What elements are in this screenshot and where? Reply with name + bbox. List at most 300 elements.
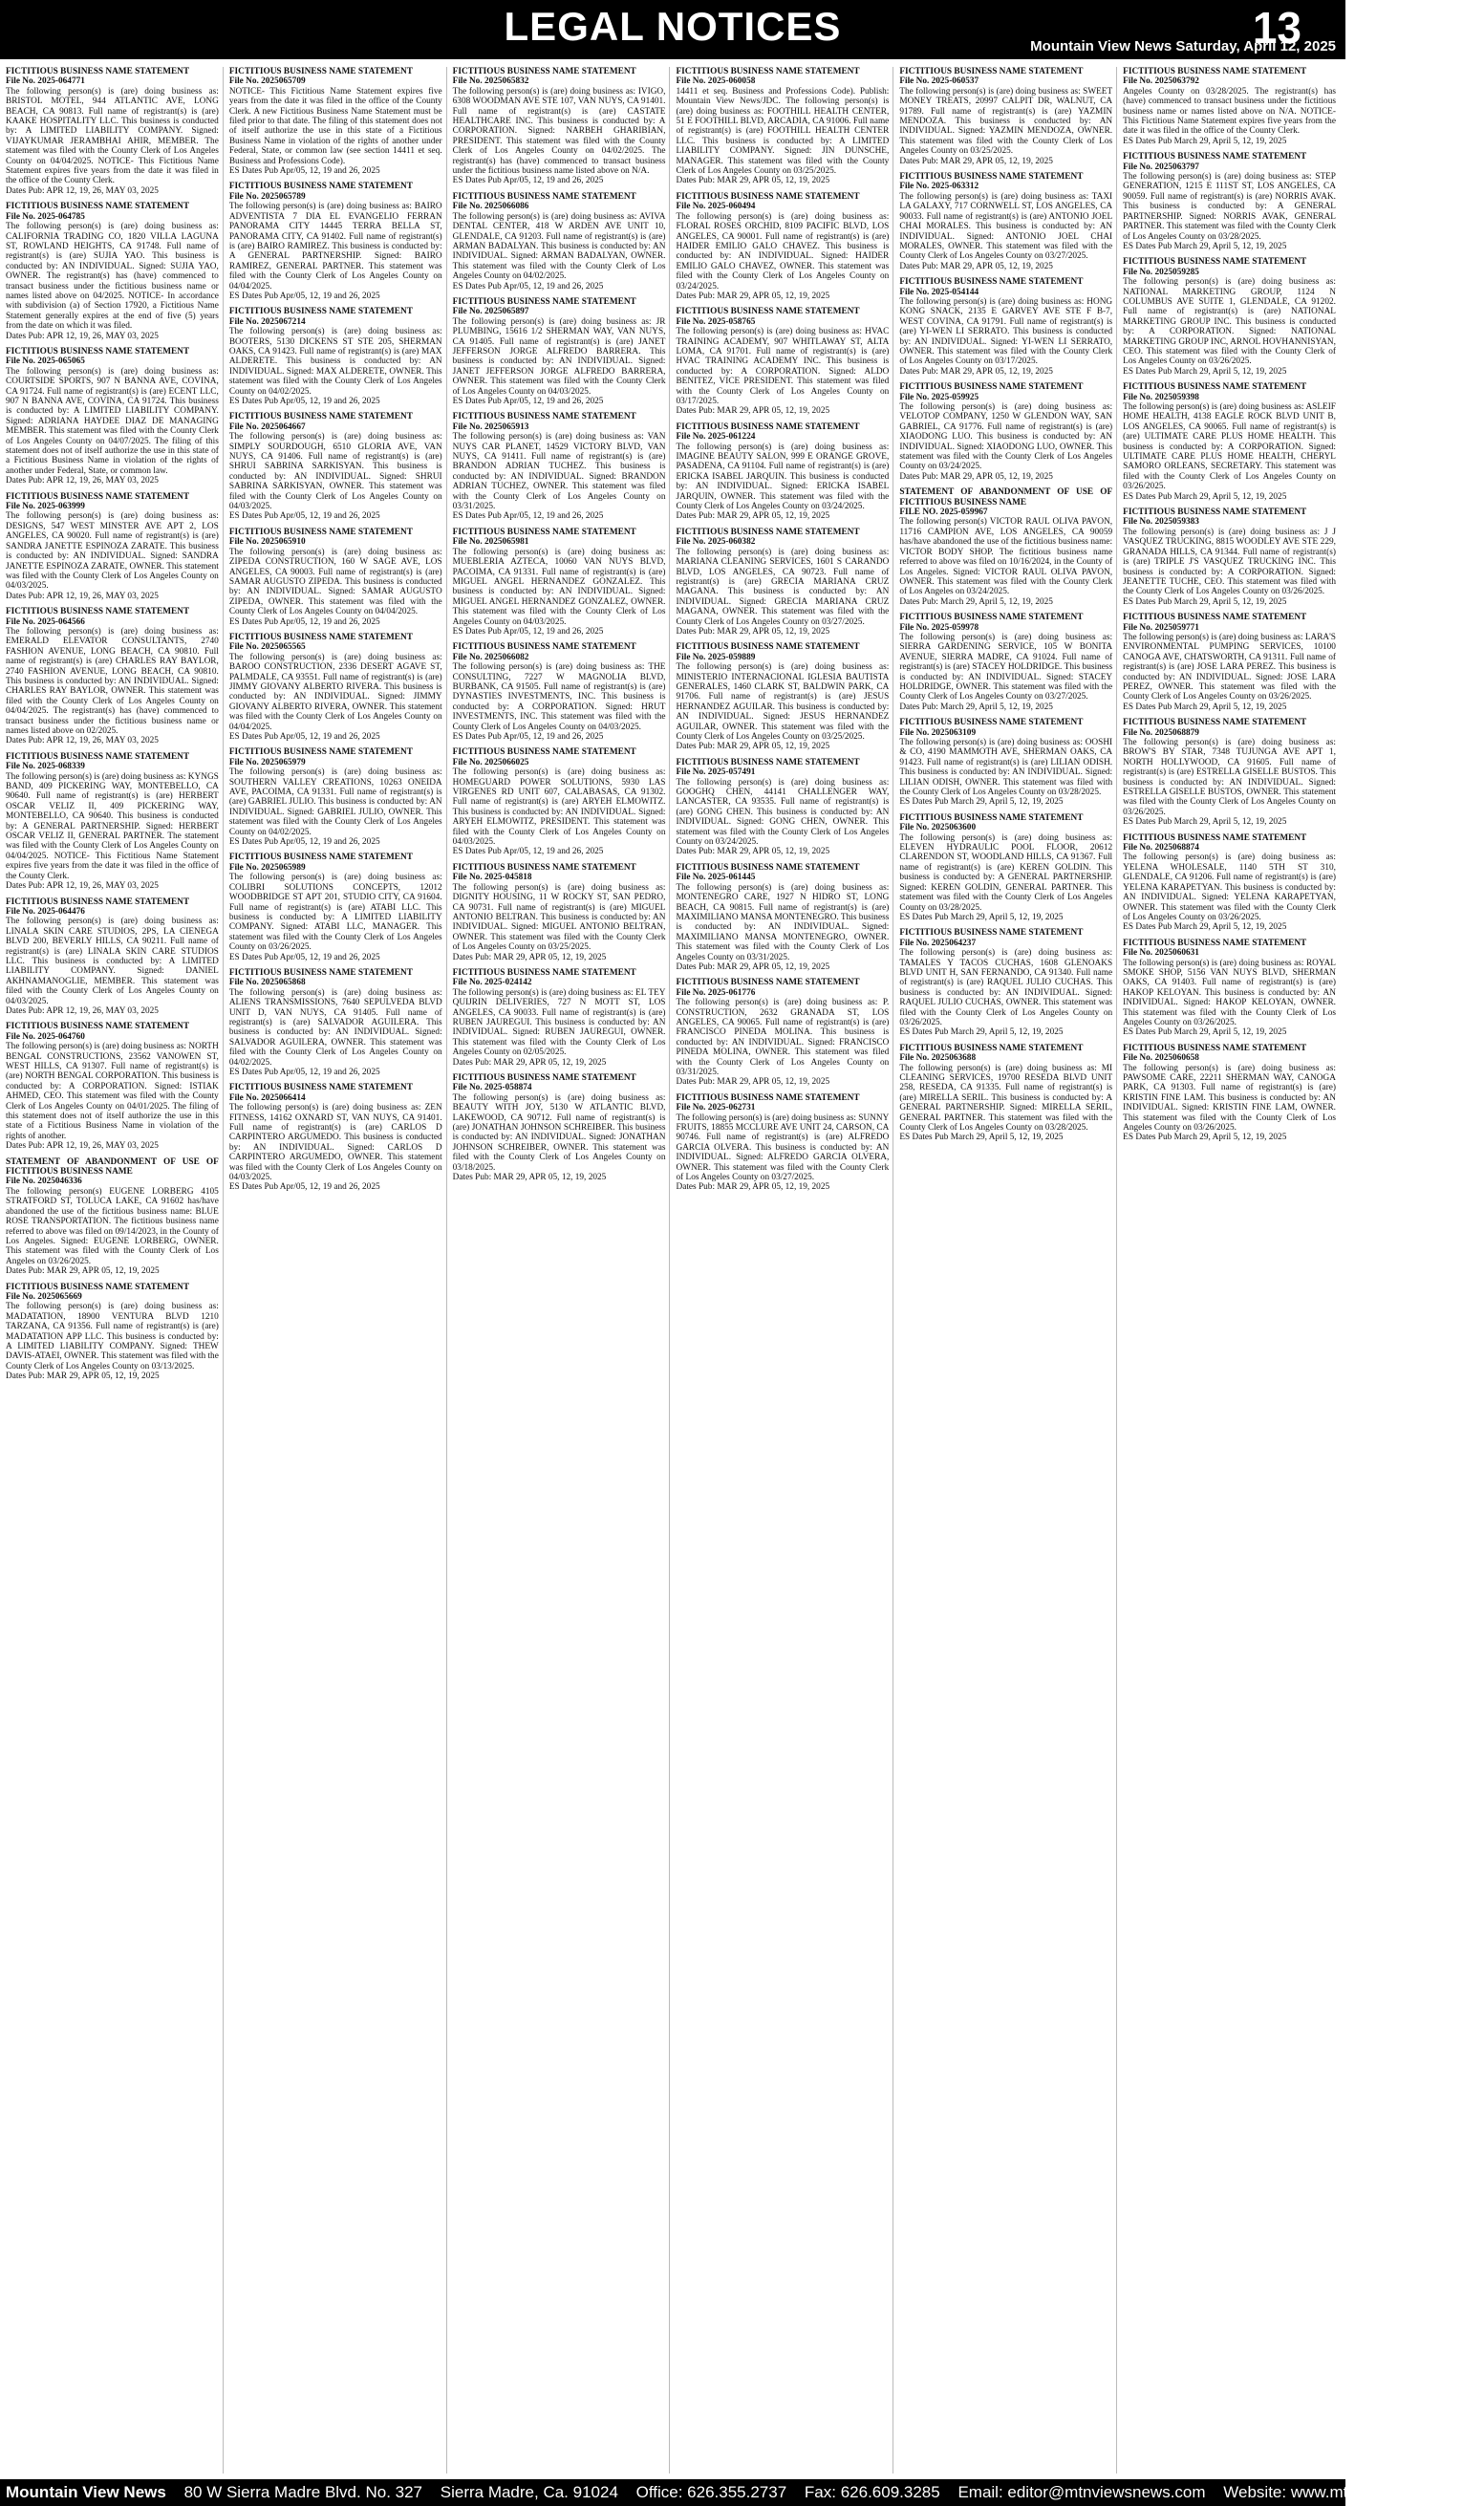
legal-notice — [6, 1022, 219, 1151]
notice-file-number: File No. 2025067214 — [228, 316, 306, 327]
notice-file-number: File No. 2025-045818 — [452, 873, 532, 883]
notice-body: The following person(s) is (are) doing business as: PAWSOME CARE, 22211 SHERMAN WAY, CANOGA PARK, CA 91303. Full name of registrant(s) is (are) KRISTIN FINE LAM. This business is conducted by: AN INDIVIDUAL. Signed: KRISTIN FINE LAM, OWNER. This statement was filed with the County Clerk of Los Angeles County on 03/26/2025. — [1123, 1063, 1336, 1134]
legal-notice — [6, 1157, 219, 1277]
legal-notice — [229, 747, 442, 847]
legal-notice — [899, 172, 1112, 271]
notice-pub-dates: ES Dates Pub March 29, April 5, 12, 19, 2025 — [1123, 366, 1287, 377]
notice-file-number: File No. 2025065981 — [452, 537, 529, 548]
notice-body: The following person(s) is (are) doing business as: OOSHI & CO, 4190 MAMMOTH AVE, SHERMAN OAKS, CA 91423. Full name of registrant(s) is (are) LILIAN ODISH. This business is conducted by: AN INDIVIDUAL. Signed: LILIAN ODISH, OWNER. This statement was filed with the County Clerk of Los Angeles County on 03/28/2025. — [899, 738, 1113, 798]
notice-pub-dates: ES Dates Pub Apr/05, 12, 19 and 26, 2025 — [228, 1068, 380, 1077]
notice-heading: FICTITIOUS BUSINESS NAME STATEMENT — [228, 747, 413, 758]
notice-body: The following person(s) is (are) doing business as: BOOTERS, 5130 DICKENS ST STE 205, SHERMAN OAKS, CA 91423. Full name of registrant(s) is (are) MAX ALDERETE. This business is conducted by: AN INDIVIDUAL. Signed: MAX ALDERETE, OWNER. This statement was filed with the County Clerk of Los Angeles County on 04/02/2025. — [228, 327, 442, 397]
notice-file-number: File No. 2025063109 — [899, 727, 977, 738]
notice-pub-dates: Dates Pub: APR 12, 19, 26, MAY 03, 2025 — [6, 591, 159, 601]
notice-file-number: File No. 2025-061224 — [676, 432, 756, 443]
notice-column — [676, 67, 893, 2474]
notice-pub-dates: ES Dates Pub Apr/05, 12, 19 and 26, 2025 — [228, 291, 380, 301]
legal-notice — [453, 1073, 666, 1182]
notice-file-number: File No. 2025059398 — [1123, 392, 1199, 402]
notice-file-number: File No. 2025065868 — [228, 978, 306, 988]
notice-body: The following person(s) is (are) doing business as: SWEET MONEY TREATS, 20997 CALPIT DR, WALNUT, CA 91789. Full name of registrant(s) is (are) YAZMIN MENDOZA. This business is conducted by: AN INDIVIDUAL. Signed: YAZMIN MENDOZA, OWNER. This statement was filed with the County Clerk of Los Angeles County on 03/25/2025. — [899, 86, 1113, 157]
notice-pub-dates: ES Dates Pub March 29, April 5, 12, 19, 2025 — [899, 797, 1064, 808]
notice-body: The following person(s) is (are) doing business as: COLIBRI SOLUTIONS CONCEPTS, 12012 WOODBRIDGE ST APT 201, STUDIO CITY, CA 91604. Full name of registrant(s) is (are) ATABI LLC. This business is conducted by: A LIMITED LIABILITY COMPANY. Signed: ATABI LLC, MANAGER. This statement was filed with the County Clerk of Los Angeles County on 03/26/2025. — [228, 873, 442, 953]
notice-body: The following person(s) is (are) doing business as: EL TEY QUIJRIN DELIVERIES, 727 N MOTT ST, LOS ANGELES, CA 90033. Full name of registrant(s) is (are) RUBEN JAUREGUI. This business is conducted by: AN INDIVIDUAL. Signed: RUBEN JAUREGUI, OWNER. This statement was filed with the County Clerk of Los Angeles County on 02/05/2025. — [452, 987, 666, 1058]
footer-office: Office: 626.355.2737 — [635, 2483, 787, 2501]
notice-heading: FICTITIOUS BUSINESS NAME STATEMENT — [899, 928, 1084, 939]
notice-file-number: File No. 2025063792 — [1123, 76, 1199, 87]
notice-body: The following person(s) is (are) doing business as: THE CONSULTING, 7227 W MAGNOLIA BLVD, BURBANK, CA 91505. Full name of registrant(s) is (are) DYNASTIES INVESTMENTS, INC. This business is conducted by: A CORPORATION. Signed: HRUT INVESTMENTS, INC. This statement was filed with the County Clerk of Los Angeles County on 04/03/2025. — [452, 662, 666, 732]
legal-notice — [899, 67, 1112, 166]
notice-heading: FICTITIOUS BUSINESS NAME STATEMENT — [228, 527, 413, 537]
footer-bar — [0, 2479, 1471, 2506]
notice-file-number: File No. 2025065910 — [228, 537, 306, 548]
notice-pub-dates: Dates Pub: APR 12, 19, 26, MAY 03, 2025 — [6, 185, 159, 196]
notice-pub-dates: Dates Pub: MAR 29, APR 05, 12, 19, 2025 — [452, 952, 607, 962]
notice-heading: FICTITIOUS BUSINESS NAME STATEMENT — [228, 307, 413, 317]
notice-file-number: File No. 2025065709 — [228, 76, 306, 87]
notice-column — [229, 67, 447, 2474]
notice-heading: FICTITIOUS BUSINESS NAME STATEMENT — [1123, 1043, 1307, 1053]
notice-pub-dates: ES Dates Pub March 29, April 5, 12, 19, 2025 — [899, 1133, 1064, 1143]
notice-heading: FICTITIOUS BUSINESS NAME STATEMENT — [6, 202, 190, 212]
notice-pub-dates: ES Dates Pub March 29, April 5, 12, 19, 2025 — [1123, 241, 1287, 251]
notice-body: The following person(s) is (are) doing business as: VAN NUYS CAR PLANET, 14529 VICTORY BLVD, VAN NUYS, CA 91411. Full name of registrant(s) is (are) BRANDON ADRIAN TUCHEZ. This business is conducted by: AN INDIVIDUAL. Signed: BRANDON ADRIAN TUCHEZ, OWNER. This statement was filed with the County Clerk of Los Angeles County on 03/31/2025. — [452, 432, 666, 512]
legal-notice — [453, 412, 666, 521]
notice-body: The following person(s) is (are) doing business as: FLORAL ROSES ORCHID, 8109 PACIFIC BLVD, LOS ANGELES, CA 90001. Full name of registrant(s) is (are) HAIDER EMILIO GALO CHAVEZ. This business is conducted by: AN INDIVIDUAL. Signed: HAIDER EMILIO GALO CHAVEZ, OWNER. This statement was filed with the County Clerk of Los Angeles County on 03/24/2025. — [676, 211, 890, 292]
notice-pub-dates: ES Dates Pub Apr/05, 12, 19 and 26, 2025 — [452, 281, 604, 292]
notice-heading: FICTITIOUS BUSINESS NAME STATEMENT — [6, 1282, 190, 1292]
notice-heading: FICTITIOUS BUSINESS NAME STATEMENT — [452, 296, 636, 307]
notice-body: The following person(s) is (are) doing business as: COURTSIDE SPORTS, 907 N BANNA AVE, COVINA, CA 91724. Full name of registrant(s) is (are) ECENT LLC, 907 N BANNA AVE, COVINA, CA 91724. This business is conducted by: A LIMITED LIABILITY COMPANY. Signed: ADRIANA HAYDEE DIAZ DE MANAGING MEMBER. This statement was filed with the County Clerk of Los Angeles County on 04/07/2025. The filing of this statement does not of itself authorize the use in this state of a Fictitious Business Name in violation of the rights of another under Federal, State, or common law. — [6, 366, 219, 476]
notice-heading: FICTITIOUS BUSINESS NAME STATEMENT — [6, 607, 190, 617]
notice-file-number: File No. 2025-060494 — [676, 202, 756, 212]
notice-file-number: File No. 2025-065065 — [6, 356, 85, 367]
legal-notice — [676, 307, 889, 416]
notice-heading: FICTITIOUS BUSINESS NAME STATEMENT — [452, 967, 636, 978]
notice-body: The following person(s) is (are) doing business as: JR PLUMBING, 15616 1/2 SHERMAN WAY, VAN NUYS, CA 91405. Full name of registrant(s) is (are) JANET JEFFERSON JORGE ALFREDO BARRERA. This business is conducted by: AN INDIVIDUAL. Signed: JANET JEFFERSON JORGE ALFREDO BARRERA, OWNER. This statement was filed with the County Clerk of Los Angeles County on 04/03/2025. — [452, 316, 666, 397]
legal-notice — [6, 492, 219, 601]
legal-notice — [1123, 382, 1336, 502]
notice-file-number: File No. 2025066082 — [452, 652, 529, 662]
notice-pub-dates: ES Dates Pub Apr/05, 12, 19 and 26, 2025 — [228, 166, 380, 177]
notice-file-number: File No. 2025060658 — [1123, 1053, 1199, 1064]
legal-notice — [6, 607, 219, 746]
legal-notice — [899, 487, 1112, 607]
legal-notice — [676, 67, 889, 186]
notice-body: The following person(s) is (are) doing business as: LARA'S ENVIRONMENTAL PUMPING SERVICES, 10100 CANOGA AVE, CHATSWORTH, CA 91311. Full name of registrant(s) is (are) JOSE LARA PEREZ. This business is conducted by: AN INDIVIDUAL. Signed: JOSE LARA PEREZ, OWNER. This statement was filed with the County Clerk of Los Angeles County on 03/26/2025. — [1123, 632, 1336, 702]
notice-file-number: File No. 2025-058874 — [452, 1083, 532, 1093]
notice-body: The following person(s) is (are) doing business as: ALIENS TRANSMISSIONS, 7640 SEPULVEDA BLVD UNIT D, VAN NUYS, CA 91405. Full name of registrant(s) is (are) SALVADOR AGUILERA. This business is conducted by: AN INDIVIDUAL. Signed: SALVADOR AGUILERA, OWNER. This statement was filed with the County Clerk of Los Angeles County on 04/02/2025. — [228, 987, 442, 1068]
notice-heading: FICTITIOUS BUSINESS NAME STATEMENT — [676, 191, 860, 202]
notice-body: The following person(s) is (are) doing business as: MINISTERIO INTERNACIONAL IGLESIA BAUTISTA GENERALES, 1460 CLARK ST, BALDWIN PARK, CA 91706. Full name of registrant(s) is (are) JESUS HERNANDEZ AGUILAR. This business is conducted by: AN INDIVIDUAL. Signed: JESUS HERNANDEZ AGUILAR, OWNER. This statement was filed with the County Clerk of Los Angeles County on 03/25/2025. — [676, 662, 890, 742]
notice-file-number: File No. 2025066025 — [452, 757, 529, 767]
notice-heading: FICTITIOUS BUSINESS NAME STATEMENT — [1123, 67, 1307, 76]
notice-body: The following person(s) is (are) doing business as: BRISTOL MOTEL, 944 ATLANTIC AVE, LONG BEACH, CA 90813. Full name of registrant(s) is (are) KAAKE HOSPITALITY LLC. This business is conducted by: A LIMITED LIABILITY COMPANY. Signed: VIJAYKUMAR JERAMBHAI AHIR, MEMBER. The statement was filed with the County Clerk of Los Angeles County on 04/04/2025. NOTICE- This Fictitious Name Statement expires five years from the date it was filed in the office of the County Clerk. — [6, 86, 219, 186]
notice-heading: FICTITIOUS BUSINESS NAME STATEMENT — [228, 67, 413, 76]
legal-notice — [229, 67, 442, 176]
notice-body: The following person(s) is (are) doing business as: ZEN FITNESS, 14162 OXNARD ST, VAN NUYS, CA 91401. Full name of registrant(s) is (are) CARLOS D CARPINTERO ARGUMEDO. This business is conducted by: AN INDIVIDUAL. Signed: CARLOS D CARPINTERO ARGUMEDO, OWNER. This statement was filed with the County Clerk of Los Angeles County on 04/03/2025. — [228, 1103, 442, 1183]
notice-pub-dates: ES Dates Pub Apr/05, 12, 19 and 26, 2025 — [228, 1182, 380, 1193]
notice-body: The following person(s) is (are) doing business as: CALIFORNIA TRADING CO, 1820 VILLA LAGUNA ST, ROWLAND HEIGHTS, CA 91748. Full name of registrant(s) is (are) SUJIA YAO. This business is conducted by: AN INDIVIDUAL. Signed: SUJIA YAO, OWNER. The registrant(s) has (have) commenced to transact business under the fictitious business name or names listed above on 04/2025. NOTICE- In accordance with subdivision (a) of Section 17920, a Fictitious Name Statement generally expires at the end of five (5) years from the date on which it was filed. — [6, 222, 219, 332]
notice-file-number: File No. 2025-064771 — [6, 76, 85, 87]
notice-heading: FICTITIOUS BUSINESS NAME STATEMENT — [676, 862, 860, 873]
legal-notice — [229, 182, 442, 301]
notice-heading: FICTITIOUS BUSINESS NAME STATEMENT — [676, 527, 860, 537]
notice-pub-dates: ES Dates Pub March 29, April 5, 12, 19, 2025 — [1123, 596, 1287, 607]
notice-file-number: File No. 2025066086 — [452, 202, 529, 212]
notice-pub-dates: ES Dates Pub March 29, April 5, 12, 19, 2025 — [1123, 491, 1287, 502]
notice-body: NOTICE- This Fictitious Name Statement expires five years from the date it was filed in the office of the County Clerk. A new Fictitious Business Name Statement must be filed prior to that date. The filing of this statement does not of itself authorize the use in this state of a Fictitious Business Name in violation of the rights of another under Federal, State, or common law (see section 14411 et seq. Business and Professions Code). — [228, 86, 442, 166]
notice-heading: STATEMENT OF ABANDONMENT OF USE OF FICTITIOUS BUSINESS NAME — [899, 487, 1113, 508]
legal-notice — [453, 747, 666, 856]
notice-pub-dates: ES Dates Pub March 29, April 5, 12, 19, 2025 — [1123, 136, 1287, 146]
notice-file-number: File No. 2025-063312 — [899, 182, 979, 192]
footer-city: Sierra Madre, Ca. 91024 — [440, 2483, 618, 2501]
notice-body: The following person(s) is (are) doing business as: BAROO CONSTRUCTION, 2336 DESERT AGAVE ST, PALMDALE, CA 93551. Full name of registrant(s) is (are) JIMMY GIOVANY ALBERTO RIVERA. This business is conducted by: AN INDIVIDUAL. Signed: JIMMY GIOVANY ALBERTO RIVERA, OWNER. This statement was filed with the County Clerk of Los Angeles County on 04/04/2025. — [228, 652, 442, 732]
legal-notice — [899, 1044, 1112, 1143]
notice-body: The following person(s) is (are) doing business as: J J VASQUEZ TRUCKING, 8815 WOODLEY AVE STE 229, GRANADA HILLS, CA 91344. Full name of registrant(s) is (are) TRIPLE J'S VASQUEZ TRUCKING INC. This business is conducted by: A CORPORATION. Signed: JEANETTE TUCHE, CEO. This statement was filed with the County Clerk of Los Angeles County on 03/26/2025. — [1123, 527, 1336, 597]
notice-body: The following person(s) is (are) doing business as: MUEBLERIA AZTECA, 10060 VAN NUYS BLVD, PACOIMA, CA 91331. Full name of registrant(s) is (are) MIGUEL ANGEL HERNANDEZ GONZALEZ. This business is conducted by: AN INDIVIDUAL. Signed: MIGUEL ANGEL HERNANDEZ GONZALEZ, OWNER. This statement was filed with the County Clerk of Los Angeles County on 04/03/2025. — [452, 547, 666, 627]
footer-paper-name: Mountain View News — [6, 2483, 166, 2501]
page-number: 13 — [1252, 3, 1301, 53]
notice-file-number: File No. 2025065989 — [228, 862, 306, 873]
notice-body: The following person(s) is (are) doing business as: SIMPLY SOURDOUGH, 6510 GLORIA AVE, VAN NUYS, CA 91406. Full name of registrant(s) is (are) SHRUI SABRINA SARKISYAN. This business is conducted by: AN INDIVIDUAL. Signed: SHRUI SABRINA SARKISYAN, OWNER. This statement was filed with the County Clerk of Los Angeles County on 04/03/2025. — [228, 432, 442, 512]
notice-body: The following person(s) is (are) doing business as: HONG KONG SNACK, 2135 E GARVEY AVE STE F B-7, WEST COVINA, CA 91791. Full name of registrant(s) is (are) YI-WEN LI SERRATO. This business is conducted by: AN INDIVIDUAL. Signed: YI-WEN LI SERRATO, OWNER. This statement was filed with the County Clerk of Los Angeles County on 03/17/2025. — [899, 296, 1113, 367]
notice-heading: FICTITIOUS BUSINESS NAME STATEMENT — [452, 191, 636, 202]
notice-column — [6, 67, 224, 2474]
notice-pub-dates: ES Dates Pub Apr/05, 12, 19 and 26, 2025 — [452, 397, 604, 406]
notice-file-number: File No. 2025-057491 — [676, 767, 756, 778]
legal-notice — [229, 853, 442, 961]
notice-pub-dates: ES Dates Pub March 29, April 5, 12, 19, 2025 — [1123, 922, 1287, 933]
legal-notice — [229, 412, 442, 521]
notice-pub-dates: ES Dates Pub March 29, April 5, 12, 19, 2025 — [1123, 1133, 1287, 1143]
legal-notice — [899, 718, 1112, 808]
notice-body: The following person(s) is (are) doing business as: BEAUTY WITH JOY, 5130 W ATLANTIC BLVD, LAKEWOOD, CA 90712. Full name of registrant(s) is (are) JONATHAN JOHNSON SCHREIBER. This business is conducted by: AN INDIVIDUAL. Signed: JONATHAN JOHNSON SCHREIBER, OWNER. This statement was filed with the County Clerk of Los Angeles County on 03/18/2025. — [452, 1092, 666, 1173]
notice-heading: STATEMENT OF ABANDONMENT OF USE OF FICTITIOUS BUSINESS NAME — [6, 1156, 219, 1177]
notice-heading: FICTITIOUS BUSINESS NAME STATEMENT — [228, 412, 413, 422]
notice-body: The following person(s) is (are) doing business as: TAXI LA GALAXY, 717 CORNWELL ST, LOS ANGELES, CA 90033. Full name of registrant(s) is (are) ANTONIO JOEL CHAI MORALES. This business is conducted by: AN INDIVIDUAL. Signed: ANTONIO JOEL CHAI MORALES, OWNER. This statement was filed with the County Clerk of Los Angeles County on 03/27/2025. — [899, 191, 1113, 262]
legal-notice — [1123, 152, 1336, 251]
notice-body: The following person(s) is (are) doing business as: ROYAL SMOKE SHOP, 5156 VAN NUYS BLVD, SHERMAN OAKS, CA 91403. Full name of registrant(s) is (are) HAKOP KELOYAN. This business is conducted by: AN INDIVIDUAL. Signed: HAKOP KELOYAN, OWNER. This statement was filed with the County Clerk of Los Angeles County on 03/26/2025. — [1123, 958, 1336, 1027]
notice-body: The following person(s) is (are) doing business as: NORTH BENGAL CONSTRUCTIONS, 23562 VANOWEN ST, WEST HILLS, CA 91307. Full name of registrant(s) is (are) NORTH BENGAL CORPORATION. This business is conducted by: A CORPORATION. Signed: ISTIAK AHMED, CEO. This statement was filed with the County Clerk of Los Angeles County on 04/01/2025. The filing of this statement does not of itself authorize the use in this state of a Fictitious Business Name in violation of the rights of another. — [6, 1042, 219, 1141]
notice-body: The following person(s) is (are) doing business as: MONTENEGRO CARE, 1927 N HIDRO ST, LONG BEACH, CA 90815. Full name of registrant(s) is (are) MAXIMILIANO MANSA MONTENEGRO. This business is conducted by: AN INDIVIDUAL. Signed: MAXIMILIANO MANSA MONTENEGRO, OWNER. This statement was filed with the County Clerk of Los Angeles County on 03/31/2025. — [676, 882, 890, 962]
notice-heading: FICTITIOUS BUSINESS NAME STATEMENT — [899, 382, 1084, 393]
notice-pub-dates: Dates Pub: APR 12, 19, 26, MAY 03, 2025 — [6, 1141, 159, 1152]
notice-pub-dates: ES Dates Pub Apr/05, 12, 19 and 26, 2025 — [228, 616, 380, 627]
notice-file-number: File No. 2025065897 — [452, 307, 529, 317]
notice-body: The following person(s) VICTOR RAUL OLIVA PAVON, 11716 CAMPION AVE, LOS ANGELES, CA 90059 has/have abandoned the use of the fictitious business name: VICTOR BODY SHOP. The fictitious business name referred to above was filed on 10/16/2024, in the County of Los Angeles. Signed: VICTOR RAUL OLIVA PAVON, OWNER. This statement was filed with the County Clerk of Los Angeles on 03/24/2025. — [899, 517, 1113, 597]
notice-pub-dates: Dates Pub: MAR 29, APR 05, 12, 19, 2025 — [676, 742, 830, 752]
notice-heading: FICTITIOUS BUSINESS NAME STATEMENT — [6, 346, 190, 356]
legal-notice — [453, 642, 666, 742]
notice-pub-dates: Dates Pub: MAR 29, APR 05, 12, 19, 2025 — [676, 406, 830, 417]
notice-file-number: File No. 2025046336 — [6, 1177, 82, 1187]
notice-file-number: File No. 2025066414 — [228, 1092, 306, 1103]
legal-notice — [1123, 508, 1336, 607]
notice-body: The following person(s) is (are) doing business as: SUNNY FRUITS, 18855 MCCLURE AVE UNIT 24, CARSON, CA 90746. Full name of registrant(s) is (are) ALFREDO GARCIA OLVERA. This business is conducted by: AN INDIVIDUAL. Signed: ALFREDO GARCIA OLVERA, OWNER. This statement was filed with the County Clerk of Los Angeles County on 03/27/2025. — [676, 1113, 890, 1183]
notice-heading: FICTITIOUS BUSINESS NAME STATEMENT — [1123, 257, 1307, 268]
notice-pub-dates: Dates Pub: MAR 29, APR 05, 12, 19, 2025 — [676, 511, 830, 522]
notice-file-number: File No. 2025-059978 — [899, 622, 979, 633]
notice-heading: FICTITIOUS BUSINESS NAME STATEMENT — [452, 412, 636, 422]
notice-body: The following person(s) is (are) doing business as: VELOTOP COMPANY, 1250 W GLENDON WAY, SAN GABRIEL, CA 91776. Full name of registrant(s) is (are) XIAODONG LUO. This business is conducted by: AN INDIVIDUAL. Signed: XIAODONG LUO, OWNER. This statement was filed with the County Clerk of Los Angeles County on 03/24/2025. — [899, 402, 1113, 472]
notice-heading: FICTITIOUS BUSINESS NAME STATEMENT — [899, 718, 1084, 728]
notice-body: The following person(s) is (are) doing business as: BAIRO ADVENTISTA 7 DIA EL EVANGELIO FERRAN PANORAMA CITY 14445 TERRA BELLA ST, PANORAMA CITY, CA 91402. Full name of registrant(s) is (are) BAIRO RAMIREZ. This business is conducted by: A GENERAL PARTNERSHIP. Signed: BAIRO RAMIREZ, GENERAL PARTNER. This statement was filed with the County Clerk of Los Angeles County on 04/04/2025. — [228, 202, 442, 292]
masthead — [0, 0, 1345, 59]
notice-pub-dates: ES Dates Pub Apr/05, 12, 19 and 26, 2025 — [228, 837, 380, 848]
notice-pub-dates: Dates Pub: MAR 29, APR 05, 12, 19, 2025 — [899, 261, 1053, 271]
notice-heading: FICTITIOUS BUSINESS NAME STATEMENT — [228, 967, 413, 978]
notice-pub-dates: ES Dates Pub Apr/05, 12, 19 and 26, 2025 — [452, 511, 604, 522]
notice-heading: FICTITIOUS BUSINESS NAME STATEMENT — [676, 421, 860, 432]
notice-pub-dates: Dates Pub: APR 12, 19, 26, MAY 03, 2025 — [6, 1005, 159, 1016]
notice-file-number: File No. 2025068879 — [1123, 727, 1199, 738]
notice-heading: FICTITIOUS BUSINESS NAME STATEMENT — [1123, 152, 1307, 162]
legal-notice — [453, 863, 666, 962]
notice-body: The following person(s) is (are) doing business as: ASLEIF HOME HEALTH, 4138 EAGLE ROCK BLVD UNIT B, LOS ANGELES, CA 90065. Full name of registrant(s) is (are) ULTIMATE CARE PLUS HOME HEALTH. This business is conducted by: A CORPORATION. Signed: ULTIMATE CARE PLUS HOME HEALTH, CHERYL SAMORO ORLEANS, SECRETARY. This statement was filed with the County Clerk of Los Angeles County on 03/26/2025. — [1123, 402, 1336, 492]
notice-body: The following person(s) EUGENE LORBERG 4105 STRATFORD ST, TOLUCA LAKE, CA 91602 has/have abandoned the use of the fictitious business name: BLUE ROSE TRANSPORTATION. The fictitious business name referred to above was filed on 09/14/2023, in the County of Los Angeles. Signed: EUGENE LORBERG, OWNER. This statement was filed with the County Clerk of Los Angeles on 03/26/2025. — [6, 1186, 219, 1266]
legal-notice — [899, 382, 1112, 482]
legal-notice — [676, 642, 889, 751]
notice-file-number: File No. 2025065789 — [228, 191, 306, 202]
legal-notice — [676, 863, 889, 972]
notice-heading: FICTITIOUS BUSINESS NAME STATEMENT — [676, 67, 860, 76]
notice-pub-dates: Dates Pub: MAR 29, APR 05, 12, 19, 2025 — [6, 1372, 160, 1382]
notice-heading: FICTITIOUS BUSINESS NAME STATEMENT — [676, 978, 860, 988]
notice-heading: FICTITIOUS BUSINESS NAME STATEMENT — [1123, 613, 1307, 623]
notice-heading: FICTITIOUS BUSINESS NAME STATEMENT — [228, 1083, 413, 1093]
notice-pub-dates: Dates Pub: MAR 29, APR 05, 12, 19, 2025 — [676, 1077, 830, 1088]
notice-pub-dates: Dates Pub: MAR 29, APR 05, 12, 19, 2025 — [899, 156, 1053, 166]
legal-notice — [676, 1093, 889, 1193]
notice-body: The following person(s) is (are) doing business as: ZIPEDA CONSTRUCTION, 160 W SAGE AVE, LOS ANGELES, CA 90003. Full name of registrant(s) is (are) SAMAR AUGUSTO ZIPEDA. This business is conducted by: AN INDIVIDUAL. Signed: SAMAR AUGUSTO ZIPEDA, OWNER. This statement was filed with the County Clerk of Los Angeles County on 04/04/2025. — [228, 547, 442, 617]
footer-fax: Fax: 626.609.3285 — [804, 2483, 940, 2501]
notice-file-number: File No. 2025-061776 — [676, 987, 756, 998]
notice-file-number: File No. 2025-058765 — [676, 316, 756, 327]
notice-file-number: File No. 2025-062731 — [676, 1103, 756, 1113]
legal-notice — [676, 758, 889, 857]
notice-body: The following person(s) is (are) doing business as: MARIANA CLEANING SERVICES, 1601 S CARANDO BLVD, LOS ANGELES, CA 90723. Full name of registrant(s) is (are) GRECIA MARIANA CRUZ MAGANA. This business is conducted by: AN INDIVIDUAL. Signed: GRECIA MARIANA CRUZ MAGANA, OWNER. This statement was filed with the County Clerk of Los Angeles County on 03/27/2025. — [676, 547, 890, 627]
notice-pub-dates: ES Dates Pub Apr/05, 12, 19 and 26, 2025 — [228, 732, 380, 742]
notice-body: The following person(s) is (are) doing business as: YELENA WHOLESALE, 1140 5TH ST 310, GLENDALE, CA 91206. Full name of registrant(s) is (are) YELENA KARAPETYAN. This business is conducted by: AN INDIVIDUAL. Signed: YELENA KARAPETYAN, OWNER. This statement was filed with the County Clerk of Los Angeles County on 03/26/2025. — [1123, 853, 1336, 922]
notice-body: The following person(s) is (are) doing business as: HOMEGUARD POWER SOLUTIONS, 5930 LAS VIRGENES RD UNIT 607, CALABASAS, CA 91302. Full name of registrant(s) is (are) ARYEH ELMOWITZ. This business is conducted by: AN INDIVIDUAL. Signed: ARYEH ELMOWITZ, PRESIDENT. This statement was filed with the County Clerk of Los Angeles County on 04/03/2025. — [452, 767, 666, 848]
notice-heading: FICTITIOUS BUSINESS NAME STATEMENT — [899, 812, 1084, 823]
notice-heading: FICTITIOUS BUSINESS NAME STATEMENT — [6, 751, 190, 762]
notice-body: The following person(s) is (are) doing business as: P. CONSTRUCTION, 2632 GRANADA ST, LOS ANGELES, CA 90065. Full name of registrant(s) is (are) FRANCISCO PINEDA MOLINA. This business is conducted by: AN INDIVIDUAL. Signed: FRANCISCO PINEDA MOLINA, OWNER. This statement was filed with the County Clerk of Los Angeles County on 03/31/2025. — [676, 998, 890, 1077]
legal-notice — [6, 1283, 219, 1382]
notice-pub-dates: ES Dates Pub March 29, April 5, 12, 19, 2025 — [1123, 702, 1287, 712]
legal-notice — [899, 613, 1112, 712]
notice-heading: FICTITIOUS BUSINESS NAME STATEMENT — [6, 897, 190, 907]
legal-notice — [453, 528, 666, 637]
notice-file-number: File No. 2025065913 — [452, 421, 529, 432]
legal-notice — [1123, 67, 1336, 146]
notice-body: The following person(s) is (are) doing business as: MADATATION, 18900 VENTURA BLVD 1210 TARZANA, CA 91356. Full name of registrant(s) is (are) MADATATION APP LLC. This business is conducted by: A LIMITED LIABILITY COMPANY. Signed: THEW DAVIS-ATAEI, OWNER. This statement was filed with the County Clerk of Los Angeles County on 03/13/2025. — [6, 1302, 219, 1372]
notice-file-number: File No. 2025063688 — [899, 1053, 977, 1064]
notice-pub-dates: Dates Pub: MAR 29, APR 05, 12, 19, 2025 — [452, 1173, 607, 1183]
notice-heading: FICTITIOUS BUSINESS NAME STATEMENT — [1123, 382, 1307, 393]
notice-body: The following person(s) is (are) doing business as: BROW'S BY STAR, 7348 TUJUNGA AVE APT 1, NORTH HOLLYWOOD, CA 91605. Full name of registrant(s) is (are) ESTRELLA GISELLE BUSTOS. This business is conducted by: AN INDIVIDUAL. Signed: ESTRELLA GISELLE BUSTOS, OWNER. This statement was filed with the County Clerk of Los Angeles County on 03/26/2025. — [1123, 738, 1336, 817]
notice-file-number: File No. 2025-059925 — [899, 392, 979, 402]
notice-heading: FICTITIOUS BUSINESS NAME STATEMENT — [676, 757, 860, 767]
notice-pub-dates: ES Dates Pub March 29, April 5, 12, 19, 2025 — [1123, 817, 1287, 828]
notice-body: The following person(s) is (are) doing business as: TAMALES Y TACOS CUCHAS, 1608 GLENOAKS BLVD UNIT H, SAN FERNANDO, CA 91340. Full name of registrant(s) is (are) RAQUEL JULIO CUCHAS. This business is conducted by: AN INDIVIDUAL. Signed: RAQUEL JULIO CUCHAS, OWNER. This statement was filed with the County Clerk of Los Angeles County on 03/26/2025. — [899, 948, 1113, 1027]
notice-heading: FICTITIOUS BUSINESS NAME STATEMENT — [899, 67, 1084, 76]
notice-file-number: File No. 2025059771 — [1123, 622, 1199, 633]
notice-file-number: File No. 2025-024142 — [452, 978, 532, 988]
notice-body: The following person(s) is (are) doing business as: SIERRA GARDENING SERVICE, 105 W BONITA AVENUE, SIERRA MADRE, CA 91024. Full name of registrant(s) is (are) STACEY HOLDRIDGE. This business is conducted by: AN INDIVIDUAL. Signed: STACEY HOLDRIDGE, OWNER. This statement was filed with the County Clerk of Los Angeles County on 03/27/2025. — [899, 632, 1113, 702]
legal-notice — [453, 192, 666, 292]
notice-pub-dates: ES Dates Pub Apr/05, 12, 19 and 26, 2025 — [452, 732, 604, 742]
notice-body: The following person(s) is (are) doing business as: IVIGO, 6308 WOODMAN AVE STE 107, VAN NUYS, CA 91401. Full name of registrant(s) is (are) CASTATE HEALTHCARE INC. This business is conducted by: A CORPORATION. Signed: NARBEH GHARIBIAN, PRESIDENT. This statement was filed with the County Clerk of Los Angeles County on 04/02/2025. The registrant(s) has (have) commenced to transact business under the fictitious business name listed above on N/A. — [452, 86, 666, 177]
notice-pub-dates: Dates Pub: MAR 29, APR 05, 12, 19, 2025 — [676, 1182, 830, 1193]
notice-body: The following person(s) is (are) doing business as: STEP GENERATION, 1215 E 111ST ST, LOS ANGELES, CA 90059. Full name of registrant(s) is (are) NORRIS AVAK. This business is conducted by: A GENERAL PARTNERSHIP. Signed: NORRIS AVAK, GENERAL PARTNER. This statement was filed with the County Clerk of Los Angeles County on 03/28/2025. — [1123, 172, 1336, 242]
notice-file-number: File No. 2025-064760 — [6, 1031, 85, 1042]
notice-pub-dates: Dates Pub: March 29, April 5, 12, 19, 2025 — [899, 702, 1053, 712]
notice-pub-dates: Dates Pub: MAR 29, APR 05, 12, 19, 2025 — [6, 1266, 160, 1277]
notice-body: The following person(s) is (are) doing business as: IMAGINE BEAUTY SALON, 999 E ORANGE GROVE, PASADENA, CA 91104. Full name of registrant(s) is (are) ERICKA ISABEL JARQUIN. This business is conducted by: AN INDIVIDUAL. Signed: ERICKA ISABEL JARQUIN, OWNER. This statement was filed with the County Clerk of Los Angeles County on 03/24/2025. — [676, 442, 890, 512]
notice-heading: FICTITIOUS BUSINESS NAME STATEMENT — [899, 172, 1084, 183]
notice-pub-dates: Dates Pub: MAR 29, APR 05, 12, 19, 2025 — [899, 366, 1053, 377]
notice-body: The following person(s) is (are) doing business as: ELEVEN HYDRAULIC POOL FLOOR, 20612 CLARENDON ST, WOODLAND HILLS, CA 91367. Full name of registrant(s) is (are) KEREN GOLDIN. This business is conducted by: A GENERAL PARTNERSHIP. Signed: KEREN GOLDIN, GENERAL PARTNER. This statement was filed with the County Clerk of Los Angeles County on 03/28/2025. — [899, 832, 1113, 913]
legal-notice — [229, 528, 442, 627]
legal-notice — [1123, 613, 1336, 712]
notice-heading: FICTITIOUS BUSINESS NAME STATEMENT — [899, 613, 1084, 623]
legal-notice — [676, 528, 889, 637]
notice-file-number: File No. 2025-060537 — [899, 76, 979, 87]
notice-file-number: File No. 2025-054144 — [899, 287, 979, 297]
notice-heading: FICTITIOUS BUSINESS NAME STATEMENT — [676, 1092, 860, 1103]
notice-pub-dates: Dates Pub: APR 12, 19, 26, MAY 03, 2025 — [6, 331, 159, 341]
notice-heading: FICTITIOUS BUSINESS NAME STATEMENT — [6, 491, 190, 502]
notice-file-number: File No. 2025-060382 — [676, 537, 756, 548]
notice-body: The following person(s) is (are) doing business as: EMERALD ELEVATOR CONSULTANTS, 2740 FASHION AVENUE, LONG BEACH, CA 90810. Full name of registrant(s) is (are) CHARLES RAY BAYLOR, 2740 FASHION AVENUE, LONG BEACH, CA 90810. This business is conducted by: AN INDIVIDUAL. Signed: CHARLES RAY BAYLOR, OWNER. This statement was filed with the County Clerk of Los Angeles County on 04/04/2025. The registrant(s) has (have) commenced to transact business under the fictitious business name or names listed above on 02/2025. — [6, 626, 219, 736]
legal-notice — [1123, 939, 1336, 1038]
legal-notice — [453, 968, 666, 1068]
notice-heading: FICTITIOUS BUSINESS NAME STATEMENT — [899, 1043, 1084, 1053]
notice-pub-dates: ES Dates Pub Apr/05, 12, 19 and 26, 2025 — [452, 176, 604, 186]
legal-notice — [229, 633, 442, 742]
notice-heading: FICTITIOUS BUSINESS NAME STATEMENT — [1123, 508, 1307, 518]
notice-file-number: File No. 2025-068339 — [6, 762, 85, 772]
notice-file-number: File No. 2025059383 — [1123, 517, 1199, 528]
legal-notice — [899, 928, 1112, 1037]
footer-email[interactable]: Email: editor@mtnviewsnews.com — [957, 2483, 1206, 2501]
notice-pub-dates: ES Dates Pub March 29, April 5, 12, 19, 2025 — [1123, 1027, 1287, 1038]
notice-body: The following person(s) is (are) doing business as: HVAC TRAINING ACADEMY, 907 WHITLAWAY ST, ALTA LOMA, CA 91701. Full name of registrant(s) is (are) HVAC TRAINING ACADEMY INC. This business is conducted by: A CORPORATION. Signed: ALDO BENITEZ, VICE PRESIDENT. This statement was filed with the County Clerk of Los Angeles County on 03/17/2025. — [676, 327, 890, 406]
notice-heading: FICTITIOUS BUSINESS NAME STATEMENT — [6, 1022, 190, 1032]
legal-notice — [899, 813, 1112, 922]
notice-file-number: File No. 2025065979 — [228, 757, 306, 767]
legal-notice — [6, 67, 219, 196]
legal-notice — [6, 752, 219, 892]
notice-heading: FICTITIOUS BUSINESS NAME STATEMENT — [452, 527, 636, 537]
footer-website[interactable]: Website: www.mtnviewsnews.com — [1223, 2483, 1471, 2501]
notice-pub-dates: Dates Pub: MAR 29, APR 05, 12, 19, 2025 — [676, 626, 830, 637]
notice-pub-dates: ES Dates Pub Apr/05, 12, 19 and 26, 2025 — [228, 952, 380, 962]
notice-heading: FICTITIOUS BUSINESS NAME STATEMENT — [676, 307, 860, 317]
notice-heading: FICTITIOUS BUSINESS NAME STATEMENT — [1123, 718, 1307, 728]
notice-heading: FICTITIOUS BUSINESS NAME STATEMENT — [1123, 938, 1307, 948]
legal-notice — [1123, 718, 1336, 827]
notice-heading: FICTITIOUS BUSINESS NAME STATEMENT — [228, 853, 413, 863]
notice-file-number: File No. 2025065669 — [6, 1291, 82, 1302]
notice-pub-dates: Dates Pub: APR 12, 19, 26, MAY 03, 2025 — [6, 736, 159, 746]
notice-pub-dates: Dates Pub: APR 12, 19, 26, MAY 03, 2025 — [6, 476, 159, 486]
notice-file-number: File No. 2025-060058 — [676, 76, 756, 87]
notice-file-number: FILE NO. 2025-059967 — [899, 508, 988, 518]
legal-notice — [453, 67, 666, 186]
notice-file-number: File No. 2025-061445 — [676, 873, 756, 883]
legal-notice — [1123, 1044, 1336, 1143]
notice-column — [899, 67, 1117, 2474]
notice-body: The following person(s) is (are) doing business as: AVIVA DENTAL CENTER, 418 W ARDEN AVE UNIT 10, GLENDALE, CA 91203. Full name of registrant(s) is (are) ARMAN BADALYAN. This business is conducted by: AN INDIVIDUAL. Signed: ARMAN BADALYAN, OWNER. This statement was filed with the County Clerk of Los Angeles County on 04/02/2025. — [452, 211, 666, 282]
legal-notice — [1123, 833, 1336, 933]
notice-pub-dates: ES Dates Pub Apr/05, 12, 19 and 26, 2025 — [452, 847, 604, 857]
section-title: LEGAL NOTICES — [504, 4, 842, 49]
notice-file-number: File No. 2025068874 — [1123, 843, 1199, 853]
notice-body: 14411 et seq. Business and Professions Code). Publish: Mountain View News/JDC. The following person(s) is (are) doing business as: FOOTHILL HEALTH CENTER, 51 E FOOTHILL BLVD, ARCADIA, CA 91006. Full name of registrant(s) is (are) FOOTHILL HEALTH CENTER LLC. This business is conducted by: A LIMITED LIABILITY COMPANY. Signed: JIN DUNSCHE, MANAGER. This statement was filed with the County Clerk of Los Angeles County on 03/25/2025. — [676, 86, 890, 177]
notice-file-number: File No. 2025059285 — [1123, 267, 1199, 277]
notice-file-number: File No. 2025060631 — [1123, 948, 1199, 959]
notice-pub-dates: Dates Pub: MAR 29, APR 05, 12, 19, 2025 — [676, 291, 830, 301]
notice-heading: FICTITIOUS BUSINESS NAME STATEMENT — [452, 642, 636, 653]
legal-notice — [6, 202, 219, 341]
notice-file-number: File No. 2025065565 — [228, 642, 306, 653]
notice-pub-dates: Dates Pub: APR 12, 19, 26, MAY 03, 2025 — [6, 881, 159, 892]
notice-file-number: File No. 2025065832 — [452, 76, 529, 87]
notice-body: The following person(s) is (are) doing business as: LINALA SKIN CARE STUDIOS, 2PS, LA CIENEGA BLVD 200, BEVERLY HILLS, CA 90211. Full name of registrant(s) is (are) LINALA SKIN CARE STUDIOS LLC. This business is conducted by: A LIMITED LIABILITY COMPANY. Signed: DANIEL AKHNAMANOGLIE, MEMBER. This statement was filed with the County Clerk of Los Angeles County on 04/03/2025. — [6, 917, 219, 1006]
notice-pub-dates: Dates Pub: MAR 29, APR 05, 12, 19, 2025 — [899, 471, 1053, 482]
notice-heading: FICTITIOUS BUSINESS NAME STATEMENT — [6, 67, 190, 76]
notice-pub-dates: ES Dates Pub Apr/05, 12, 19 and 26, 2025 — [228, 397, 380, 406]
notice-pub-dates: ES Dates Pub March 29, April 5, 12, 19, 2025 — [899, 912, 1064, 922]
notice-pub-dates: Dates Pub: March 29, April 5, 12, 19, 2025 — [899, 596, 1053, 607]
legal-notice — [6, 347, 219, 486]
notice-pub-dates: Dates Pub: MAR 29, APR 05, 12, 19, 2025 — [676, 176, 830, 186]
notice-pub-dates: Dates Pub: MAR 29, APR 05, 12, 19, 2025 — [676, 847, 830, 857]
legal-notice — [676, 192, 889, 301]
notice-heading: FICTITIOUS BUSINESS NAME STATEMENT — [452, 67, 636, 76]
legal-notice — [899, 277, 1112, 377]
notice-heading: FICTITIOUS BUSINESS NAME STATEMENT — [452, 1073, 636, 1083]
notice-file-number: File No. 2025-064785 — [6, 211, 85, 222]
notice-column — [453, 67, 671, 2474]
notice-body: The following person(s) is (are) doing business as: DIGNITY HOUSING, 11 W ROCKY ST, SAN PEDRO, CA 90731. Full name of registrant(s) is (are) MIGUEL ANTONIO BELTRAN. This business is conducted by: AN INDIVIDUAL. Signed: MIGUEL ANTONIO BELTRAN, OWNER. This statement was filed with the County Clerk of Los Angeles County on 03/25/2025. — [452, 882, 666, 953]
notice-body: The following person(s) is (are) doing business as: DESIGNS, 547 WEST MINSTER AVE APT 2, LOS ANGELES, CA 90020. Full name of registrant(s) is (are) SANDRA JANETTE ESPINOZA ZARATE. This business is conducted by: AN INDIVIDUAL. Signed: SANDRA JANETTE ESPINOZA ZARATE, OWNER. This statement was filed with the County Clerk of Los Angeles County on 04/03/2025. — [6, 511, 219, 592]
legal-notice — [229, 307, 442, 406]
notice-heading: FICTITIOUS BUSINESS NAME STATEMENT — [228, 632, 413, 642]
notice-body: The following person(s) is (are) doing business as: SOUTHERN VALLEY CREATIONS, 10263 ONEIDA AVE, PACOIMA, CA 91331. Full name of registrant(s) is (are) GABRIEL JULIO. This business is conducted by: AN INDIVIDUAL. Signed: GABRIEL JULIO, OWNER. This statement was filed with the County Clerk of Los Angeles County on 04/02/2025. — [228, 767, 442, 837]
notice-body: The following person(s) is (are) doing business as: GOOGHQ CHEN, 44141 CHALLENGER WAY, LANCASTER, CA 93535. Full name of registrant(s) is (are) GONG CHEN. This business is conducted by: AN INDIVIDUAL. Signed: GONG CHEN, OWNER. This statement was filed with the County Clerk of Los Angeles County on 03/24/2025. — [676, 777, 890, 848]
notice-heading: FICTITIOUS BUSINESS NAME STATEMENT — [228, 182, 413, 192]
legal-notice — [229, 1083, 442, 1192]
notice-file-number: File No. 2025063797 — [1123, 162, 1199, 172]
notice-file-number: File No. 2025-063999 — [6, 502, 85, 512]
notice-file-number: File No. 2025064667 — [228, 421, 306, 432]
notice-file-number: File No. 2025064237 — [899, 938, 977, 948]
notice-file-number: File No. 2025063600 — [899, 823, 977, 833]
notice-file-number: File No. 2025-064566 — [6, 616, 85, 627]
notice-body: Angeles County on 03/28/2025. The registrant(s) has (have) commenced to transact business under the fictitious business name or names listed above on N/A. NOTICE- This Fictitious Name Statement expires five years from the date it was filed in the office of the County Clerk. — [1123, 86, 1336, 137]
notice-heading: FICTITIOUS BUSINESS NAME STATEMENT — [452, 747, 636, 758]
notice-body: The following person(s) is (are) doing business as: NATIONAL MARKETING GROUP, 1124 N COLUMBUS AVE SUITE 1, GLENDALE, CA 91202. Full name of registrant(s) is (are) NATIONAL MARKETING GROUP INC. This business is conducted by: A CORPORATION. Signed: NATIONAL MARKETING GROUP INC, ARNOL HOVHANNISYAN, CEO. This statement was filed with the County Clerk of Los Angeles County on 03/26/2025. — [1123, 277, 1336, 367]
legal-notice — [676, 978, 889, 1087]
legal-notice — [676, 422, 889, 522]
notice-pub-dates: Dates Pub: MAR 29, APR 05, 12, 19, 2025 — [452, 1057, 607, 1068]
legal-notice — [453, 297, 666, 406]
